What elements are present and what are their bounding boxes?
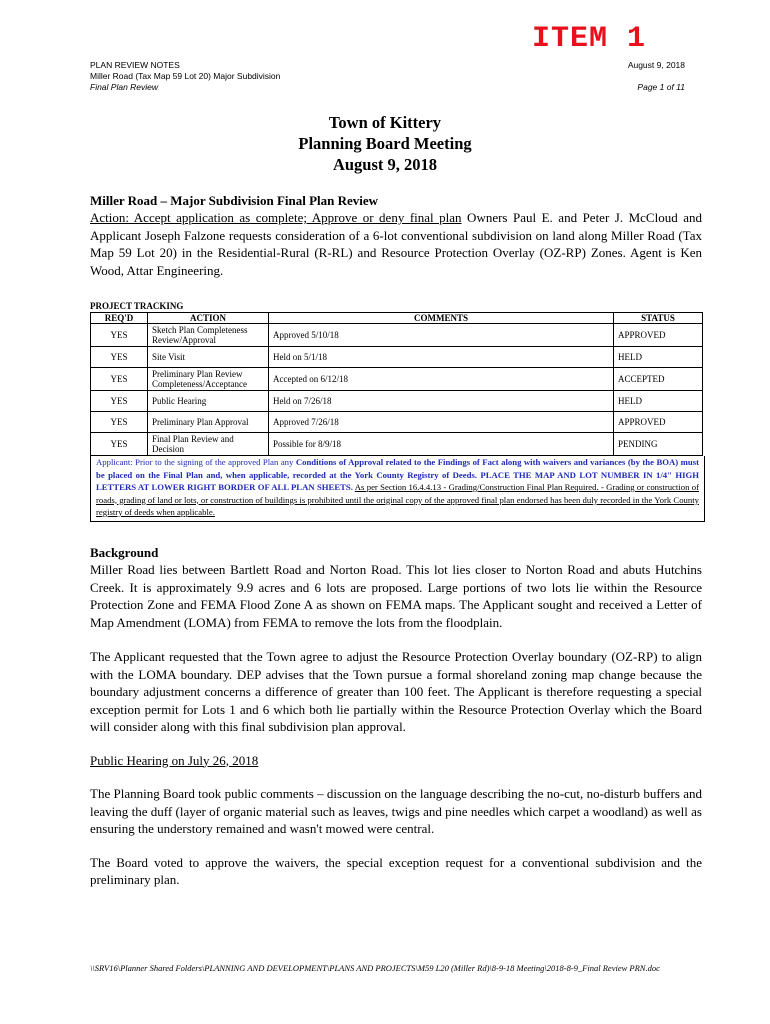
row-status: ACCEPTED	[614, 368, 703, 391]
intro-heading: Miller Road – Major Subdivision Final Plan Review	[90, 193, 379, 208]
public-hearing-paragraph: The Planning Board took public comments – discussion on the language describing the no-cut, no-disturb buffers and leaving the duff (layer of organic material such as leaves, twigs and pine needles which carpet a woodland) as well as ensuring the understory remained and wasn't mowed were central.	[90, 786, 702, 836]
background-paragraph-2: The Applicant requested that the Town agree to adjust the Resource Protection Overlay boundary (OZ-RP) to align with the LOMA boundary. DEP advises that the Town pursue a formal shoreland zoning map change because the boundary adjustment concerns a difference of greater than 100 feet. The Applicant is therefore requesting a special exception permit for Lots 1 and 6 which both lie partially within the Resource Protection Overlay which the Board will consider along with this final subdivision plan approval.	[90, 649, 702, 734]
row-status: APPROVED	[614, 324, 703, 347]
table-row	[91, 347, 703, 368]
row-action: Public Hearing	[148, 391, 269, 412]
table-header-row	[91, 313, 703, 324]
row-comment: Held on 7/26/18	[269, 391, 614, 412]
row-status: HELD	[614, 347, 703, 368]
row-action: Sketch Plan Completeness Review/Approval	[148, 324, 269, 347]
row-action: Preliminary Plan Review Completeness/Acceptance	[148, 368, 269, 391]
title-town: Town of Kittery	[328, 113, 442, 132]
row-reqd: YES	[91, 433, 148, 456]
title-meeting: Planning Board Meeting	[298, 134, 472, 153]
row-reqd: YES	[91, 368, 148, 391]
row-comment: Approved 7/26/18	[269, 412, 614, 433]
project-tracking-table	[90, 312, 703, 456]
intro-text: Owners Paul E. and Peter J. McCloud and Applicant Joseph Falzone requests consideration of a 6-lot conventional subdivision on land along Miller Road (Tax Map 59 Lot 20) in the Residential-Rural (R-RL) and Resource Protection Overlay (OZ-RP) Zones. Agent is Ken Wood, Attar Engineering.	[90, 210, 702, 278]
document-header-left	[90, 60, 280, 93]
row-comment: Held on 5/1/18	[269, 347, 614, 368]
row-comment: Accepted on 6/12/18	[269, 368, 614, 391]
project-tracking-label: PROJECT TRACKING	[90, 301, 184, 311]
col-status: STATUS	[614, 313, 703, 324]
table-row	[91, 391, 703, 412]
table-row	[91, 412, 703, 433]
table-row	[91, 368, 703, 391]
intro-paragraph	[90, 209, 702, 279]
row-action: Final Plan Review and Decision	[148, 433, 269, 456]
note-conditions: Conditions of Approval related to the Findings of Fact along with waivers and variances (by the BOA) must be placed on the Final Plan and, when applicable, recorded at the York County Registry of Deeds. PLACE THE MAP AND LOT NUMBER IN 1/4" HIGH LETTERS AT LOWER RIGHT BORDER OF ALL PLAN SHEETS.	[96, 457, 699, 492]
header-notes-label: PLAN REVIEW NOTES	[90, 60, 180, 70]
row-status: HELD	[614, 391, 703, 412]
public-hearing-heading: Public Hearing on July 26, 2018	[90, 752, 259, 768]
item-stamp: ITEM 1	[532, 22, 647, 56]
header-review-type: Final Plan Review	[90, 82, 159, 92]
table-row	[91, 433, 703, 456]
background-section	[90, 545, 702, 889]
row-comment: Possible for 8/9/18	[269, 433, 614, 456]
page-title	[0, 112, 770, 175]
row-reqd: YES	[91, 324, 148, 347]
title-date: August 9, 2018	[332, 155, 438, 174]
board-vote-paragraph: The Board voted to approve the waivers, the special exception request for a conventional subdivision and the preliminary plan.	[90, 854, 702, 887]
col-action: ACTION	[148, 313, 269, 324]
row-status: PENDING	[614, 433, 703, 456]
header-project-name: Miller Road (Tax Map 59 Lot 20) Major Subdivision	[90, 71, 281, 81]
row-action: Site Visit	[148, 347, 269, 368]
row-comment: Approved 5/10/18	[269, 324, 614, 347]
note-section-reference: As per Section 16.4.4.13 - Grading/Construction Final Plan Required. - Grading or construction of roads, grading of land or lots, or construction of buildings is prohibited until the original copy of the approved final plan endorsed has been duly recorded in the York County registry of deeds when applicable.	[96, 482, 699, 517]
intro-action: Action: Accept application as complete; Approve or deny final plan	[90, 210, 462, 225]
row-action: Preliminary Plan Approval	[148, 412, 269, 433]
col-comments: COMMENTS	[269, 313, 614, 324]
row-reqd: YES	[91, 412, 148, 433]
row-reqd: YES	[91, 347, 148, 368]
row-reqd: YES	[91, 391, 148, 412]
background-paragraph-1: Miller Road lies between Bartlett Road and Norton Road. This lot lies closer to Norton Road and abuts Hutchins Creek. It is approximately 9.9 acres and 6 lots are proposed. Large portions of two lots lie within the Resource Protection Zone and FEMA Flood Zone A as shown on FEMA maps. The Applicant sought and received a Letter of Map Amendment (LOMA) from FEMA to remove the lots from the floodplain.	[90, 562, 702, 630]
note-intro: Applicant: Prior to the signing of the approved Plan any	[96, 457, 296, 467]
file-path-footer: \\SRV16\Planner Shared Folders\PLANNING AND DEVELOPMENT\PLANS AND PROJECTS\M59 L20 (Miller Rd)\8-9-18 Meeting\2018-8-9_Final Review PRN.doc	[90, 963, 660, 973]
intro-section	[90, 193, 702, 279]
applicant-note	[90, 456, 705, 522]
table-row	[91, 324, 703, 347]
col-reqd: REQ'D	[91, 313, 148, 324]
row-status: APPROVED	[614, 412, 703, 433]
header-date: August 9, 2018	[627, 60, 685, 70]
background-heading: Background	[90, 545, 159, 560]
document-header-right	[628, 60, 685, 93]
page-number: Page 1 of 11	[637, 82, 685, 92]
